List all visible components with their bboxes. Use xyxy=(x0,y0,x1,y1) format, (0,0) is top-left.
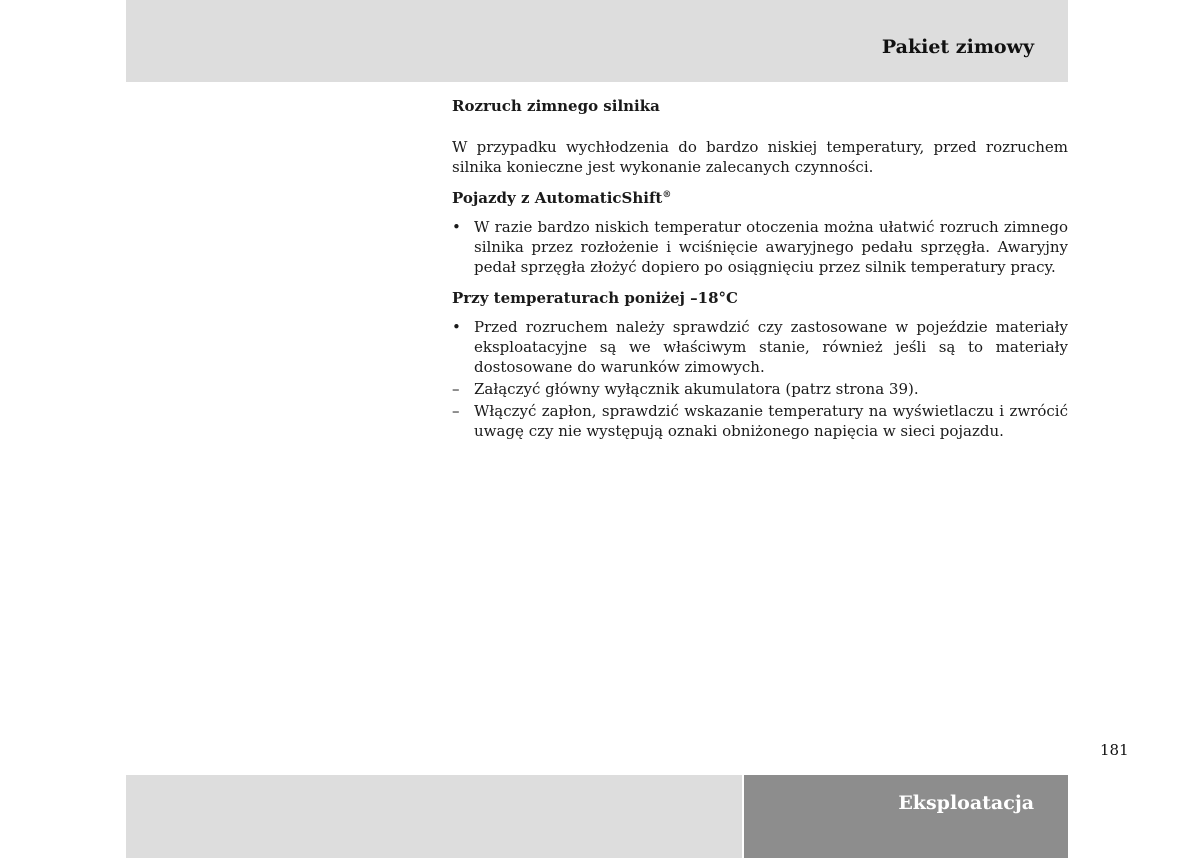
list-item xyxy=(452,379,1068,399)
dash-marker: – xyxy=(452,402,460,420)
section-heading-cold-start: Rozruch zimnego silnika xyxy=(452,97,660,115)
header-band xyxy=(126,0,1068,82)
list-item-text: Przed rozruchem należy sprawdzić czy zastosowane w pojeździe materiały eksploatacyjne są we właściwym stanie, również jeśli są to materiały dostosowane do warunków zimowych. xyxy=(474,318,1068,376)
chapter-label: Eksploatacja xyxy=(898,792,1034,814)
subheading-automaticshift xyxy=(452,188,1068,208)
main-content xyxy=(452,96,1068,441)
bullet-marker: • xyxy=(452,318,461,336)
page-number: 181 xyxy=(1100,741,1129,759)
list-item xyxy=(452,217,1068,277)
subheading-automaticshift-text: Pojazdy z AutomaticShift xyxy=(452,189,663,207)
subheading-low-temperature: Przy temperaturach poniżej –18°C xyxy=(452,289,738,307)
registered-mark: ® xyxy=(662,190,672,200)
list-item xyxy=(452,401,1068,441)
page-title: Pakiet zimowy xyxy=(881,36,1034,58)
list-item xyxy=(452,317,1068,377)
dash-marker: – xyxy=(452,380,460,398)
list-item-text: Załączyć główny wyłącznik akumulatora (patrz strona 39). xyxy=(474,380,919,398)
list-item-text: Włączyć zapłon, sprawdzić wskazanie temperatury na wyświetlaczu i zwrócić uwagę czy nie występują oznaki obniżonego napięcia w sieci pojazdu. xyxy=(474,402,1068,440)
bullet-marker: • xyxy=(452,218,461,236)
intro-paragraph: W przypadku wychłodzenia do bardzo niskiej temperatury, przed rozruchem silnika konieczne jest wykonanie zalecanych czynności. xyxy=(452,138,1068,176)
footer-band xyxy=(126,775,742,858)
list-item-text: W razie bardzo niskich temperatur otoczenia można ułatwić rozruch zimnego silnika przez rozłożenie i wciśnięcie awaryjnego pedału sprzęgła. Awaryjny pedał sprzęgła złożyć dopiero po osiągnięciu przez silnik temperatury pracy. xyxy=(474,218,1068,276)
chapter-tab xyxy=(744,775,1068,858)
